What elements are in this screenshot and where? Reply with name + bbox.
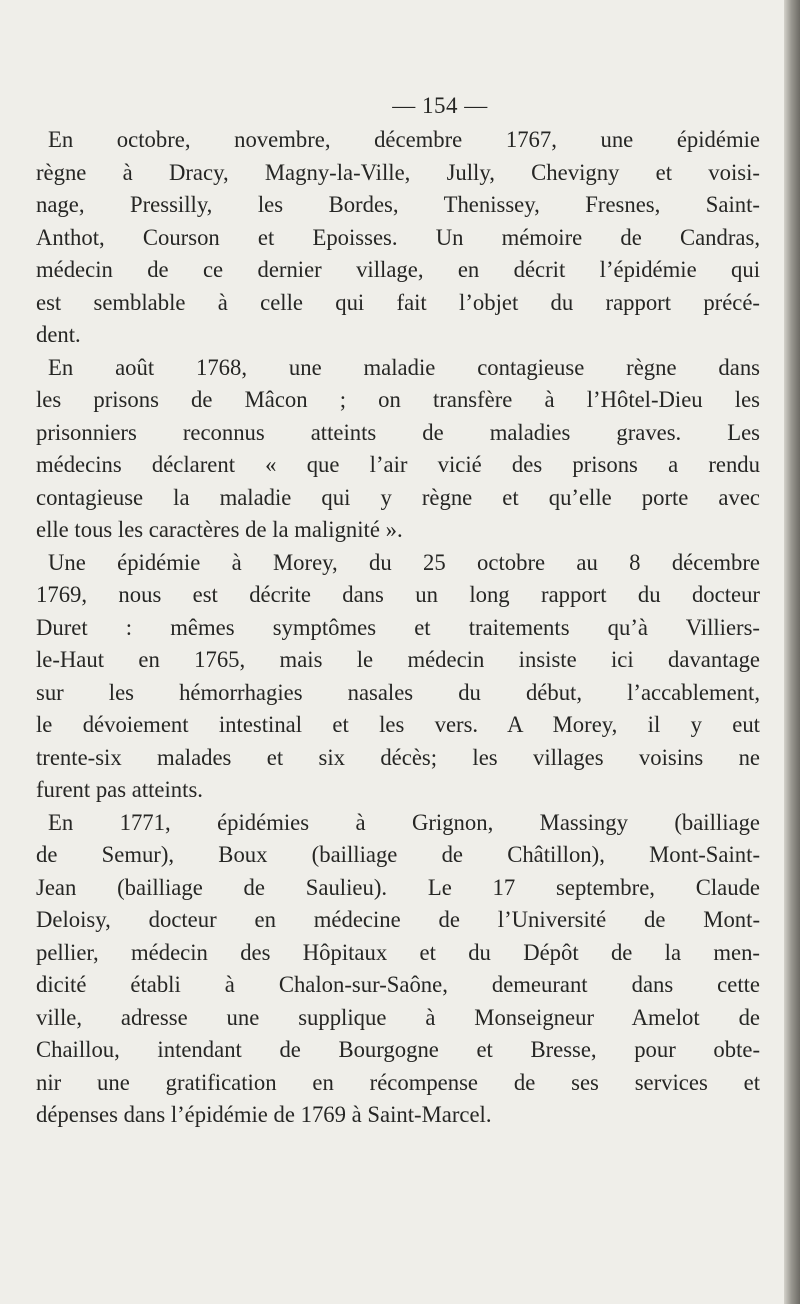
page-edge-shadow bbox=[784, 0, 800, 1304]
paragraph-3 bbox=[36, 547, 760, 807]
text-line: dicité établi à Chalon-sur-Saône, demeurant dans cette bbox=[36, 972, 760, 997]
text-block bbox=[36, 88, 760, 1132]
text-line: En 1771, épidémies à Grignon, Massingy (bailliage bbox=[48, 809, 760, 835]
text-line: les prisons de Mâcon ; on transfère à l’Hôtel-Dieu les bbox=[36, 387, 760, 412]
text-line: En octobre, novembre, décembre 1767, une épidémie bbox=[48, 127, 760, 152]
text-line: ville, adresse une supplique à Monseigneur Amelot de bbox=[36, 1004, 760, 1030]
page-number: — 154 — bbox=[392, 93, 488, 118]
text-line: Deloisy, docteur en médecine de l’Université de Mont- bbox=[36, 907, 760, 932]
text-line: nage, Pressilly, les Bordes, Thenissey, Fresnes, Saint- bbox=[36, 192, 760, 217]
text-line: dépenses dans l’épidémie de 1769 à Saint-Marcel. bbox=[36, 1102, 492, 1127]
text-line: dent. bbox=[36, 322, 81, 347]
text-line: le dévoiement intestinal et les vers. A Morey, il y eut bbox=[36, 712, 760, 737]
text-line: trente-six malades et six décès; les villages voisins ne bbox=[36, 744, 760, 770]
text-line: médecins déclarent « que l’air vicié des prisons a rendu bbox=[36, 452, 760, 477]
text-line: prisonniers reconnus atteints de maladies graves. Les bbox=[36, 419, 760, 445]
text-line: nir une gratification en récompense de ses services et bbox=[36, 1069, 760, 1095]
text-line: contagieuse la maladie qui y règne et qu’elle porte avec bbox=[36, 484, 760, 510]
text-line: Anthot, Courson et Epoisses. Un mémoire de Candras, bbox=[36, 224, 760, 250]
text-line: médecin de ce dernier village, en décrit l’épidémie qui bbox=[36, 257, 760, 282]
text-line: règne à Dracy, Magny-la-Ville, Jully, Chevigny et voisi- bbox=[36, 159, 760, 185]
paragraph-1 bbox=[36, 124, 760, 352]
text-line: pellier, médecin des Hôpitaux et du Dépôt de la men- bbox=[36, 939, 760, 965]
paragraph-2 bbox=[36, 352, 760, 547]
text-line: En août 1768, une maladie contagieuse règne dans bbox=[48, 354, 760, 380]
text-line: Jean (bailliage de Saulieu). Le 17 septembre, Claude bbox=[36, 874, 760, 900]
text-line: de Semur), Boux (bailliage de Châtillon), Mont-Saint- bbox=[36, 842, 760, 867]
text-line: est semblable à celle qui fait l’objet du rapport précé- bbox=[36, 289, 760, 315]
text-line: elle tous les caractères de la malignité ». bbox=[36, 517, 403, 542]
text-line: furent pas atteints. bbox=[36, 777, 203, 802]
paragraph-4 bbox=[36, 807, 760, 1132]
text-line: Duret : mêmes symptômes et traitements qu’à Villiers- bbox=[36, 614, 760, 640]
text-line: le-Haut en 1765, mais le médecin insiste ici davantage bbox=[36, 647, 760, 672]
text-line: Une épidémie à Morey, du 25 octobre au 8 décembre bbox=[48, 549, 760, 575]
text-line: 1769, nous est décrite dans un long rapport du docteur bbox=[36, 582, 760, 607]
text-line: Chaillou, intendant de Bourgogne et Bresse, pour obte- bbox=[36, 1037, 760, 1062]
text-line: sur les hémorrhagies nasales du début, l’accablement, bbox=[36, 679, 760, 705]
